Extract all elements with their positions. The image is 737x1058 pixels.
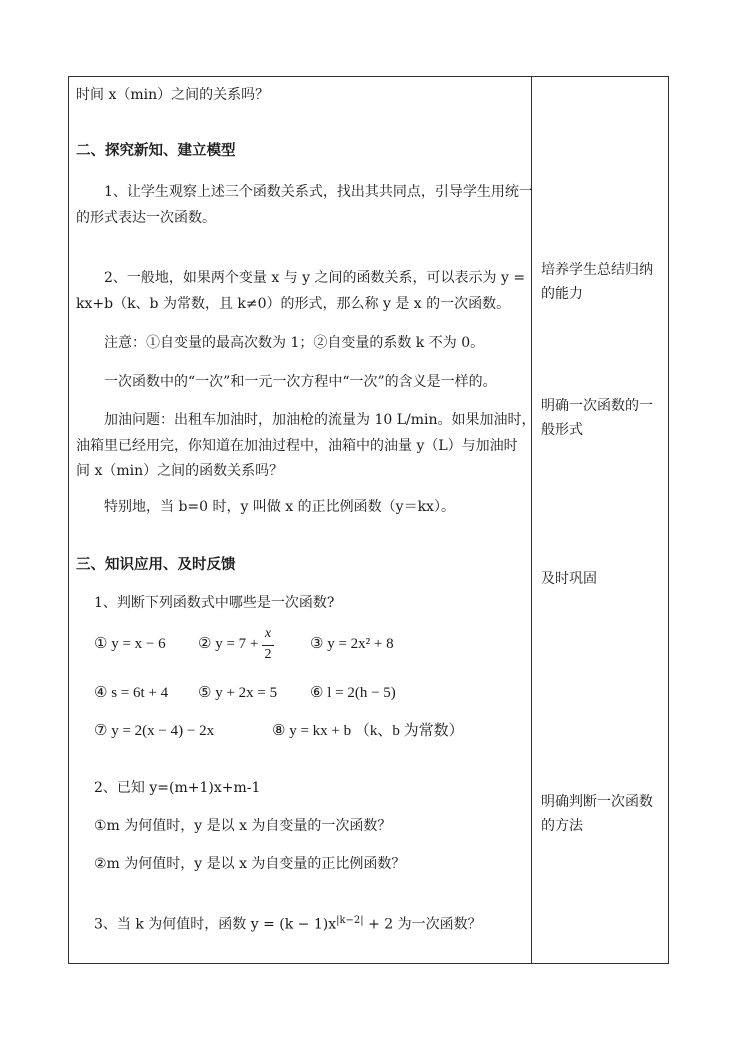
- fuel-problem-line2: 油箱里已经用完，你知道在加油过程中，油箱中的油量 y（L）与加油时: [76, 438, 518, 454]
- formula-2-numerator: x: [264, 626, 272, 641]
- column-divider: [531, 76, 532, 964]
- formula-8: ⑧ y = kx + b （k、b 为常数）: [272, 723, 464, 739]
- section-2-title: 二、探究新知、建立模型: [76, 143, 236, 159]
- step2-line1: 2、一般地，如果两个变量 x 与 y 之间的函数关系，可以表示为 y =: [104, 270, 526, 286]
- purpose-summarize-line1: 培养学生总结归纳: [541, 262, 653, 278]
- fuel-problem-line3: 间 x（min）之间的函数关系吗？: [76, 463, 284, 479]
- question-1: 1、判断下列函数式中哪些是一次函数?: [94, 595, 335, 611]
- purpose-consolidate: 及时巩固: [541, 571, 597, 587]
- fraction-bar: [262, 645, 274, 646]
- section-3-title: 三、知识应用、及时反馈: [76, 557, 236, 573]
- question-3-tail: + 2 为一次函数？: [363, 916, 482, 933]
- formula-3: ③ y = 2x² + 8: [310, 636, 394, 652]
- note-line: 注意：①自变量的最高次数为 1；②自变量的系数 k 不为 0。: [104, 335, 485, 351]
- step1-line1: 1、让学生观察上述三个函数关系式，找出其共同点，引导学生用统一: [104, 184, 533, 200]
- fuel-problem-line1: 加油问题：出租车加油时，加油枪的流量为 10 L/min。如果加油时，: [104, 412, 536, 428]
- question-3-exponent: |k−2|: [336, 915, 364, 926]
- step2-line2: kx+b（k、b 为常数，且 k≠0）的形式，那么称 y 是 x 的一次函数。: [76, 296, 511, 312]
- step1-line2: 的形式表达一次函数。: [76, 210, 216, 226]
- formula-4: ④ s = 6t + 4: [94, 685, 169, 701]
- formula-7: ⑦ y = 2(x − 4) − 2x: [94, 723, 215, 739]
- question-3-main: 3、当 k 为何值时，函数 y = (k − 1)x: [94, 916, 337, 933]
- intro-line: 时间 x（min）之间的关系吗？: [76, 87, 270, 103]
- purpose-general-form-line2: 般形式: [541, 422, 583, 438]
- purpose-judge-method: [541, 790, 661, 838]
- formula-5: ⑤ y + 2x = 5: [198, 685, 278, 701]
- purpose-judge-method-line1: 明确判断一次函数: [541, 794, 653, 810]
- question-2a: ①m 为何值时，y 是以 x 为自变量的一次函数？: [94, 818, 392, 834]
- purpose-summarize: [541, 258, 661, 306]
- special-case-line: 特别地，当 b=0 时，y 叫做 x 的正比例函数（y＝kx）。: [104, 499, 455, 515]
- same-meaning-line: 一次函数中的“一次”和一元一次方程中“一次”的含义是一样的。: [104, 374, 497, 390]
- formula-1: ① y = x − 6: [94, 636, 166, 652]
- formula-2: ② y = 7 +: [198, 636, 259, 652]
- purpose-general-form: [541, 394, 661, 442]
- purpose-general-form-line1: 明确一次函数的一: [541, 398, 653, 414]
- formula-2-denominator: 2: [264, 647, 272, 662]
- question-3: [94, 911, 482, 935]
- formula-6: ⑥ l = 2(h − 5): [310, 685, 396, 701]
- purpose-judge-method-line2: 的方法: [541, 818, 583, 834]
- question-2: 2、已知 y=(m+1)x+m-1: [94, 780, 261, 796]
- purpose-summarize-line2: 的能力: [541, 286, 583, 302]
- question-2b: ②m 为何值时，y 是以 x 为自变量的正比例函数？: [94, 856, 406, 872]
